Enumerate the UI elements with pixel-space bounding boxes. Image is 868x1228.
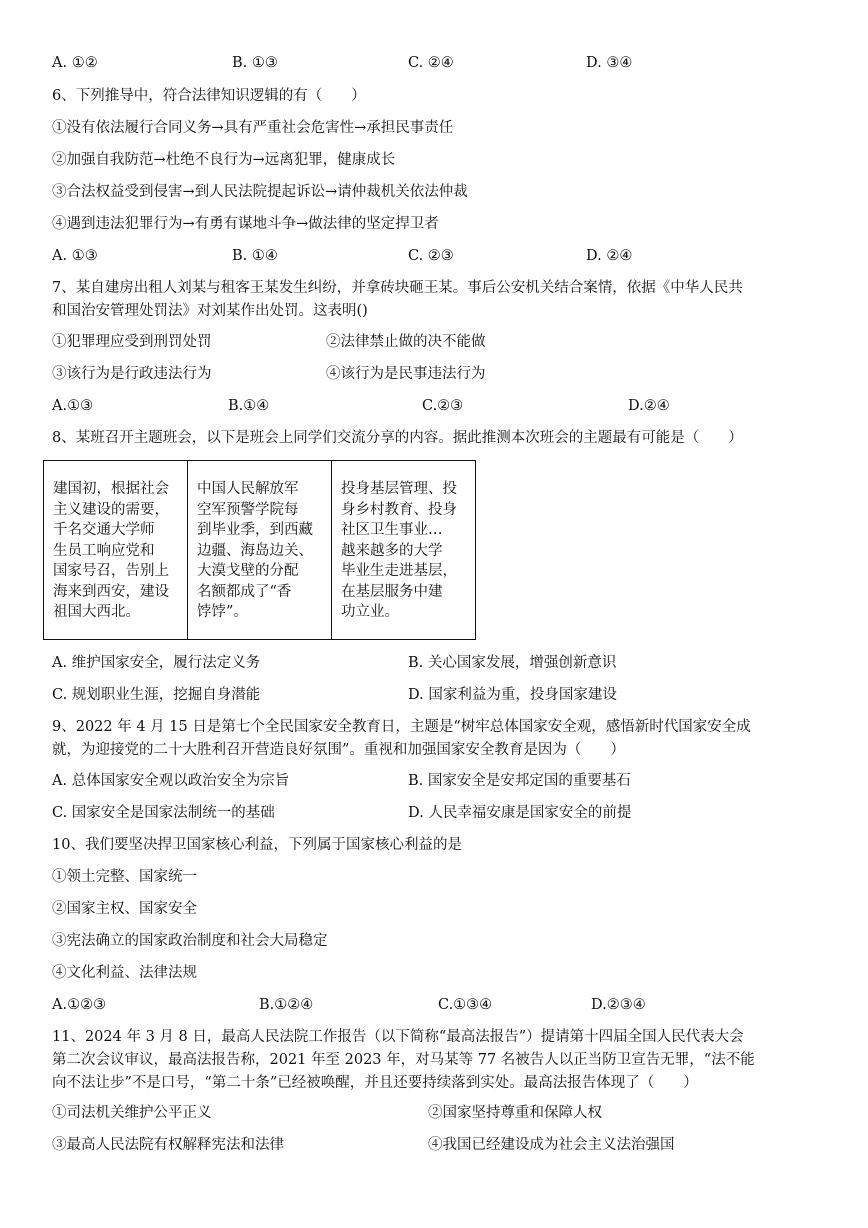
q8-cell-2-line: 饽饽”。 xyxy=(197,604,248,620)
q7-option-c[interactable]: C.②③ xyxy=(422,398,464,414)
q8-cell-2-line: 边疆、海岛边关、 xyxy=(197,542,313,559)
q8-cell-3-line: 在基层服务中建 xyxy=(341,583,443,600)
q7-item-3: ③该行为是行政违法行为 xyxy=(52,366,212,382)
q9-option-a[interactable]: A. 总体国家安全观以政治安全为宗旨 xyxy=(52,773,290,789)
q8-cell-2-line: 大漠戈壁的分配 xyxy=(197,563,299,579)
q6-item-1: ①没有依法履行合同义务→具有严重社会危害性→承担民事责任 xyxy=(52,120,454,136)
q8-cell-1-line: 国家号召，告别上 xyxy=(53,563,169,579)
q11-stem-line-3: 向不法让步”不是口号，“第二十条”已经被唤醒，并且还要持续落到实处。最高法报告体现了（ ） xyxy=(52,1075,698,1091)
q8-cell-3-line: 功立业。 xyxy=(341,604,399,620)
q8-cell-1-line: 建国初，根据社会 xyxy=(53,481,169,497)
q7-options xyxy=(52,396,812,416)
q10-option-a[interactable]: A.①②③ xyxy=(52,997,107,1013)
q8-cell-2-line: 中国人民解放军 xyxy=(197,481,299,497)
q8-material-table xyxy=(43,460,476,640)
q5-options xyxy=(52,53,812,73)
q7-option-b[interactable]: B.①④ xyxy=(228,398,270,414)
q6-option-d[interactable]: D. ②④ xyxy=(586,248,633,264)
q5-option-c[interactable]: C. ②④ xyxy=(408,55,454,71)
q6-item-4: ④遇到违法犯罪行为→有勇有谋地斗争→做法律的坚定捍卫者 xyxy=(52,216,439,232)
q10-option-b[interactable]: B.①②④ xyxy=(259,997,314,1013)
q6-option-b[interactable]: B. ①④ xyxy=(232,248,278,264)
q8-cell-1 xyxy=(44,461,188,639)
q7-item-4: ④该行为是民事违法行为 xyxy=(326,366,486,382)
q8-options-row-1 xyxy=(52,653,812,673)
q6-item-2: ②加强自我防范→杜绝不良行为→远离犯罪，健康成长 xyxy=(52,152,396,168)
q10-stem: 10、我们要坚决捍卫国家核心利益，下列属于国家核心利益的是 xyxy=(52,837,462,853)
q8-option-b[interactable]: B. 关心国家发展，增强创新意识 xyxy=(408,655,617,671)
q8-cell-3-line: 投身基层管理、投 xyxy=(341,481,457,497)
q6-item-3: ③合法权益受到侵害→到人民法院提起诉讼→请仲裁机关依法仲裁 xyxy=(52,184,468,200)
q8-cell-1-line: 千名交通大学师 xyxy=(53,522,155,538)
q9-option-c[interactable]: C. 国家安全是国家法制统一的基础 xyxy=(52,805,275,821)
q6-stem: 6、下列推导中，符合法律知识逻辑的有（ ） xyxy=(52,88,366,104)
q8-cell-3-line: 越来越多的大学 xyxy=(341,542,443,559)
q9-options-row-2 xyxy=(52,803,812,823)
q9-stem-line-1: 9、2022 年 4 月 15 日是第七个全民国家安全教育日，主题是“树牢总体国家安全观，感悟新时代国家安全成 xyxy=(52,719,751,735)
q8-options-row-2 xyxy=(52,685,812,705)
q7-items-row-2 xyxy=(52,364,812,384)
q10-item-4: ④文化利益、法律法规 xyxy=(52,965,197,981)
q9-stem-line-2: 就，为迎接党的二十大胜利召开营造良好氛围”。重视和加强国家安全教育是因为（ ） xyxy=(52,742,625,758)
q8-cell-2-line: 到毕业季，到西藏 xyxy=(197,522,313,538)
q11-stem-line-2: 第二次会议审议，最高法报告称，2021 年至 2023 年，对马某等 77 名被告人以正当防卫宣告无罪，“法不能 xyxy=(52,1052,755,1068)
q9-option-b[interactable]: B. 国家安全是安邦定国的重要基石 xyxy=(408,773,631,789)
q7-option-a[interactable]: A.①③ xyxy=(52,398,94,414)
q8-cell-3-line: 身乡村教育、投身 xyxy=(341,501,457,518)
q8-cell-3-line: 毕业生走进基层， xyxy=(341,563,457,579)
q11-stem-line-1: 11、2024 年 3 月 8 日，最高人民法院工作报告（以下简称“最高法报告”）提请第十四届全国人民代表大会 xyxy=(52,1029,744,1045)
q10-option-c[interactable]: C.①③④ xyxy=(438,997,493,1013)
q11-item-3: ③最高人民法院有权解释宪法和法律 xyxy=(52,1137,284,1153)
q11-item-4: ④我国已经建设成为社会主义法治强国 xyxy=(428,1137,675,1153)
q10-item-3: ③宪法确立的国家政治制度和社会大局稳定 xyxy=(52,933,328,949)
q10-item-2: ②国家主权、国家安全 xyxy=(52,901,197,917)
q10-option-d[interactable]: D.②③④ xyxy=(591,997,646,1013)
q11-items-row-1 xyxy=(52,1103,812,1123)
q9-option-d[interactable]: D. 人民幸福安康是国家安全的前提 xyxy=(408,805,632,821)
q8-cell-1-line: 主义建设的需要， xyxy=(53,501,169,518)
q8-option-c[interactable]: C. 规划职业生涯，挖掘自身潜能 xyxy=(52,687,261,703)
q8-option-a[interactable]: A. 维护国家安全，履行法定义务 xyxy=(52,655,261,671)
q5-option-b[interactable]: B. ①③ xyxy=(232,55,278,71)
q11-item-1: ①司法机关维护公平正义 xyxy=(52,1105,212,1121)
q11-item-2: ②国家坚持尊重和保障人权 xyxy=(428,1105,602,1121)
q8-cell-2 xyxy=(188,461,332,639)
q8-stem: 8、某班召开主题班会，以下是班会上同学们交流分享的内容。据此推测本次班会的主题最有可能是（ ） xyxy=(52,430,743,446)
q7-items-row-1 xyxy=(52,332,812,352)
q8-cell-2-line: 名额都成了“香 xyxy=(197,583,292,600)
q7-item-2: ②法律禁止做的决不能做 xyxy=(326,334,486,350)
q5-option-d[interactable]: D. ③④ xyxy=(586,55,633,71)
q8-cell-1-line: 生员工响应党和 xyxy=(53,542,155,559)
q11-items-row-2 xyxy=(52,1135,812,1155)
q8-cell-3 xyxy=(332,461,475,639)
q10-item-1: ①领土完整、国家统一 xyxy=(52,869,197,885)
q7-item-1: ①犯罪理应受到刑罚处罚 xyxy=(52,334,212,350)
q8-cell-1-line: 海来到西安，建设 xyxy=(53,583,169,600)
q7-stem-line-2: 和国治安管理处罚法》对刘某作出处罚。这表明() xyxy=(52,303,368,319)
q8-cell-3-line: 社区卫生事业… xyxy=(341,522,443,538)
q9-options-row-1 xyxy=(52,771,812,791)
q6-options xyxy=(52,246,812,266)
q8-cell-1-line: 祖国大西北。 xyxy=(53,604,140,620)
q6-option-a[interactable]: A. ①③ xyxy=(52,248,98,264)
q5-option-a[interactable]: A. ①② xyxy=(52,55,98,71)
q6-option-c[interactable]: C. ②③ xyxy=(408,248,454,264)
q10-options xyxy=(52,995,812,1015)
q8-cell-2-line: 空军预警学院每 xyxy=(197,501,299,518)
q7-stem-line-1: 7、某自建房出租人刘某与租客王某发生纠纷，并拿砖块砸王某。事后公安机关结合案情，依据《中华人民共 xyxy=(52,280,743,296)
q7-option-d[interactable]: D.②④ xyxy=(628,398,670,414)
q8-option-d[interactable]: D. 国家利益为重，投身国家建设 xyxy=(408,687,617,703)
